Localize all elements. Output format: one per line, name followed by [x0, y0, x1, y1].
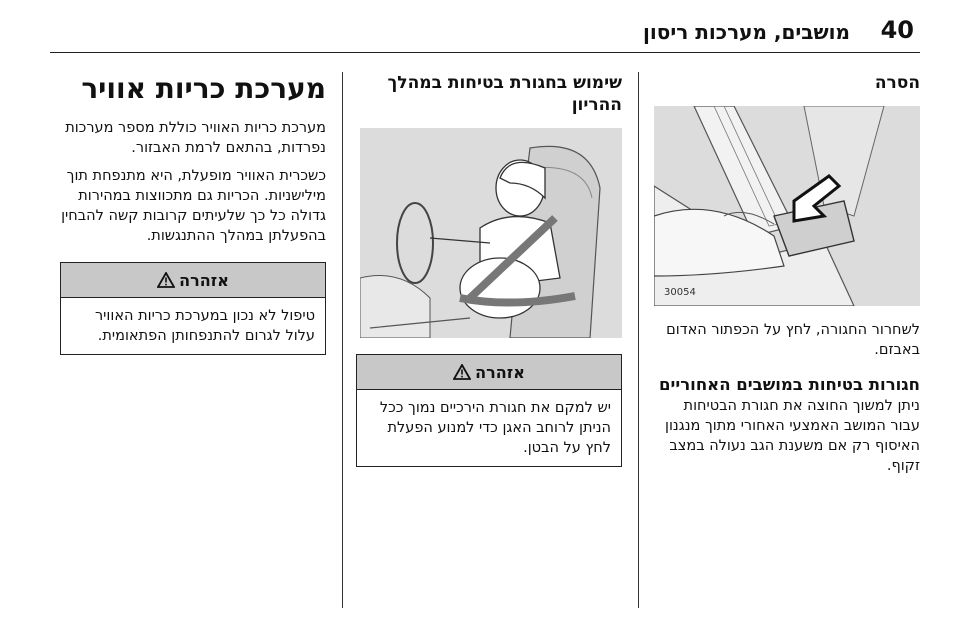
paragraph: מערכת כריות האוויר כוללת מספר מערכות נפרדות, בהתאם לרמת האבזור.: [65, 120, 326, 156]
warning-text: יש למקם את חגורת הירכיים נמוך ככל הניתן לרוחב האגן כדי למנוע הפעלת לחץ על הבטן.: [379, 400, 611, 456]
page-number: 40: [880, 16, 914, 44]
warning-box: [60, 262, 326, 355]
running-title: מושבים, מערכות ריסון: [643, 20, 850, 44]
pregnant-driver-illustration: [360, 128, 622, 338]
section-heading: שימוש בחגורת בטיחות במהלך ההריון: [387, 73, 622, 115]
figure-code: 30054: [664, 287, 696, 298]
warning-triangle-icon: [157, 272, 175, 288]
section-airbag: [60, 72, 326, 355]
buckle-release-drawing: [654, 106, 920, 306]
section-heading: מערכת כריות אוויר: [81, 72, 326, 105]
warning-box: [356, 354, 622, 467]
warning-header: [357, 355, 621, 390]
page-header: [50, 12, 920, 53]
paragraph: כשכרית האוויר מופעלת, היא מתנפחת תוך מילישניות. הכריות גם מתכווצות במהירות גדולה כל כך שלעיתים קרובות קשה להבחין בהפעלתן במהלך ההתנגשות.: [61, 168, 326, 244]
warning-header: [61, 263, 325, 298]
warning-title: אזהרה: [475, 362, 525, 382]
warning-title: אזהרה: [179, 270, 229, 290]
section-removal: [654, 72, 920, 484]
section-pregnancy: [356, 72, 622, 467]
subsection-heading: חגורות בטיחות במושבים האחוריים: [659, 375, 920, 394]
pregnant-driver-drawing: [360, 128, 622, 338]
buckle-release-illustration: [654, 106, 920, 306]
paragraph: לשחרור החגורה, לחץ על הכפתור האדום באבזם.: [666, 322, 920, 358]
paragraph: ניתן למשוך החוצה את חגורת הבטיחות עבור המושב האמצעי האחורי מתוך מנגנון האיסוף רק אם משענת הגב נעולה במצב זקוף.: [665, 398, 920, 474]
column-divider: [342, 72, 343, 608]
column-divider: [638, 72, 639, 608]
warning-text: טיפול לא נכון במערכת כריות האוויר עלול לגרום להתנפחותן הפתאומית.: [94, 308, 315, 344]
section-heading: הסרה: [874, 73, 920, 93]
warning-triangle-icon: [453, 364, 471, 380]
